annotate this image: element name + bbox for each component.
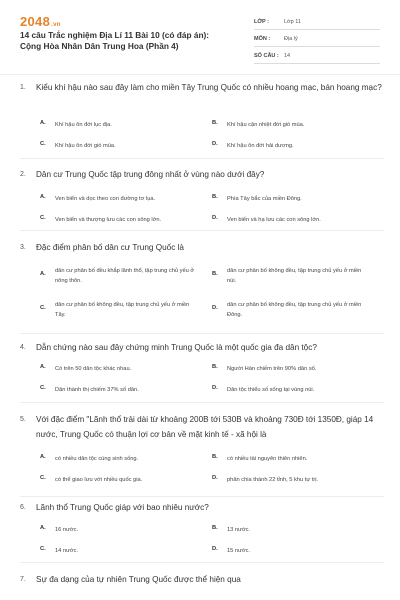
question-stem [20,240,384,255]
option-text: 14 nước. [55,548,79,554]
question-5 [20,412,384,497]
question-stem [20,500,384,515]
option-letter: A. [40,364,46,370]
option-letter: D. [212,475,218,481]
option-text: Có trên 50 dân tộc khác nhau. [55,366,132,372]
question-text: Đặc điểm phân bố dân cư Trung Quốc là [36,243,184,252]
logo-suffix: .vn [51,22,61,28]
option-letter: B. [212,454,218,460]
meta-label: SỐ CÂU : [254,53,279,59]
option-letter: C. [40,305,46,311]
option-text: phân chia thành 22 tỉnh, 5 khu tự trị. [227,477,319,483]
option-letter: A. [40,454,46,460]
question-stem [20,80,384,95]
meta-value: Địa lý [284,36,298,42]
option-text: Người Hán chiếm trên 90% dân số. [227,366,317,372]
question-number: 5. [20,416,26,423]
option-text: Dân thành thị chiếm 37% số dân. [55,387,139,393]
question-text: Kiểu khí hậu nào sau đây làm cho miền Tây Trung Quốc có nhiều hoang mạc, bán hoang mạc? [36,83,382,92]
question-stem [20,340,384,355]
meta-row-subject [254,32,380,47]
option-letter: C. [40,215,46,221]
meta-value: Lớp 11 [284,19,301,25]
option-text: 16 nước. [55,527,79,533]
option-letter: A. [40,194,46,200]
question-number: 6. [20,504,26,511]
meta-row-class [254,15,380,30]
option-text: có nhiều tài nguyên thiên nhiên. [227,456,308,462]
option-letter: D. [212,385,218,391]
site-logo[interactable] [20,14,61,29]
option-letter: C. [40,546,46,552]
page-header [0,0,400,75]
question-number: 4. [20,344,26,351]
option-letter: B. [212,271,218,277]
option-text: Ven biển và thượng lưu các con sông lớn. [55,217,162,223]
option-letter: B. [212,120,218,126]
document-meta [254,15,380,66]
option-letter: D. [212,546,218,552]
option-text: Ven biển và dọc theo con đường tơ lụa. [55,196,156,202]
option-text: dân cư phân bố đều khắp lãnh thổ, tập trung chủ yếu ở nông thôn. [55,268,195,284]
option-letter: D. [212,141,218,147]
option-text: dân cư phân bố không đều, tập trung chủ yếu ở miền Đông. [227,302,362,318]
option-letter: B. [212,364,218,370]
meta-value: 14 [284,53,291,59]
question-text: Sự đa dạng của tự nhiên Trung Quốc được thể hiện qua [36,575,241,584]
question-2 [20,167,384,231]
question-stem [20,572,384,587]
question-text: Dẫn chứng nào sau đây chứng minh Trung Quốc là một quốc gia đa dân tộc? [36,343,317,352]
question-4 [20,340,384,403]
question-text: Dân cư Trung Quốc tập trung đông nhất ở vùng nào dưới đây? [36,170,265,179]
meta-label: LỚP : [254,19,269,25]
meta-label: MÔN : [254,36,271,42]
option-text: dân cư phân bố không đều, tập trung chủ yếu ở miền núi. [227,268,362,284]
question-number: 2. [20,171,26,178]
option-letter: C. [40,141,46,147]
question-1 [20,80,384,159]
option-text: Khí hậu ôn đới lục địa. [55,122,112,128]
question-text: Lãnh thổ Trung Quốc giáp với bao nhiêu nước? [36,503,209,512]
option-text: Dân tộc thiểu số sống tại vùng núi. [227,387,315,393]
option-text: Khí hậu cận nhiệt đới gió mùa. [227,122,305,128]
option-letter: D. [212,215,218,221]
option-letter: C. [40,475,46,481]
option-text: 13 nước. [227,527,251,533]
question-7 [20,572,384,598]
option-letter: B. [212,525,218,531]
option-text: Khí hậu ôn đới gió mùa. [55,143,116,149]
option-letter: B. [212,194,218,200]
option-letter: C. [40,385,46,391]
option-text: có thể giao lưu với nhiều quốc gia. [55,477,143,483]
question-number: 3. [20,244,26,251]
option-letter: D. [212,305,218,311]
option-text: Ven biển và hạ lưu các con sông lớn. [227,217,321,223]
option-text: Phía Tây bắc của miền Đông. [227,196,302,202]
meta-row-count [254,49,380,64]
document-title: 14 câu Trắc nghiệm Địa Lí 11 Bài 10 (có đáp án): Cộng Hòa Nhân Dân Trung Hoa (Phần 4) [20,30,210,51]
question-stem [20,167,384,182]
option-letter: A. [40,525,46,531]
question-text: Với đặc điểm "Lãnh thổ trải dài từ khoảng 200B tới 530B và khoảng 730Đ tới 1350Đ, giáp 14 nước, Trung Quốc có thuận lợi cơ bản về mặt kinh tế - xã hội là [36,415,374,439]
option-text: có nhiều dân tộc cùng sinh sống. [55,456,139,462]
logo-text: 2048 [20,14,51,29]
question-3 [20,240,384,334]
question-number: 1. [20,84,26,91]
option-text: 15 nước. [227,548,251,554]
question-stem [20,412,384,442]
question-number: 7. [20,576,26,583]
option-letter: A. [40,271,46,277]
option-text: dân cư phân bố không đều, tập trung chủ yếu ở miền Tây. [55,302,190,318]
option-letter: A. [40,120,46,126]
question-6 [20,500,384,563]
option-text: Khí hậu ôn đới hải dương. [227,143,294,149]
